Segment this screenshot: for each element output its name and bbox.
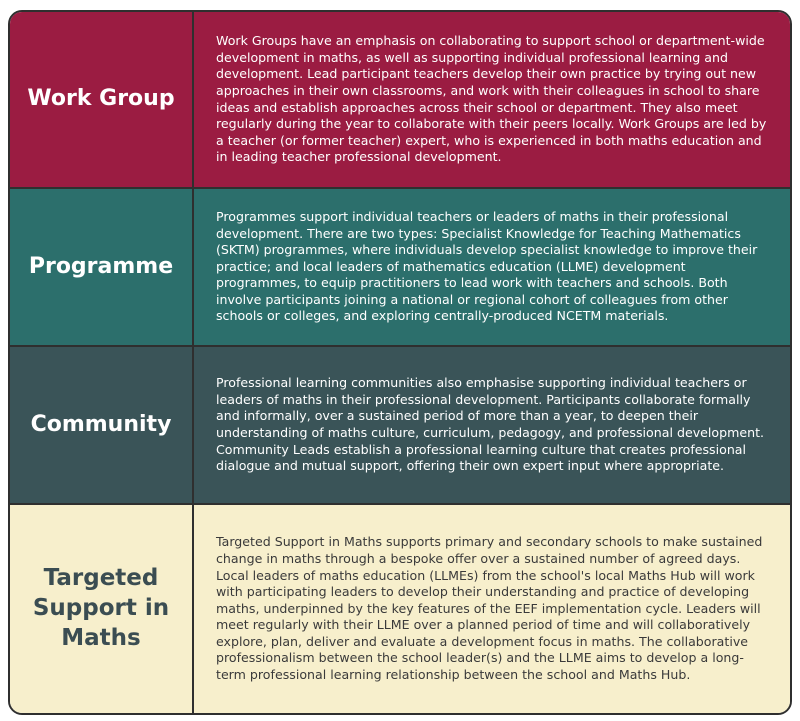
row-description: Work Groups have an emphasis on collaborating to support school or department-wide development in maths, as well as supporting individual professional learning and development. Lead participant teachers develop their own practice by trying out new approaches in their own classrooms, and work with their colleagues in school to share ideas and establish approaches across their school or department. They also meet regularly during the year to collaborate with their peers locally. Work Groups are led by a teacher (or former teacher) expert, who is experienced in both maths education and in leading teacher professional development. [216, 33, 767, 165]
pd-types-table [8, 10, 792, 715]
row-label: Targeted Support in Maths [10, 505, 194, 713]
row-label: Programme [10, 189, 194, 345]
row-description-cell [194, 347, 790, 503]
row-description: Targeted Support in Maths supports primary and secondary schools to make sustained change in maths through a bespoke offer over a sustained number of agreed days. Local leaders of maths education (LLMEs) from the school's local Maths Hub will work with participating leaders to develop their understanding and practice of developing maths, underpinned by the key features of the EEF implementation cycle. Leaders will meet regularly with their LLME over a planned period of time and will collaboratively explore, plan, deliver and evaluate a development focus in maths. The collaborative professionalism between the school leader(s) and the LLME aims to develop a long-term professional learning relationship between the school and Maths Hub. [216, 534, 763, 683]
row-description: Professional learning communities also emphasise supporting individual teachers or leaders of maths in their professional development. Participants collaborate formally and informally, over a sustained period of more than a year, to deepen their understanding of maths culture, curriculum, pedagogy, and professional development. Community Leads establish a professional learning culture that creates professional dialogue and mutual support, offering their own expert input where appropriate. [216, 375, 765, 474]
table-row-targeted-support [10, 505, 790, 713]
row-description-cell [194, 505, 790, 713]
row-label: Work Group [10, 12, 194, 187]
row-description: Programmes support individual teachers or leaders of maths in their professional development. There are two types: Specialist Knowledge for Teaching Mathematics (SKTM) programmes, where individuals develop specialist knowledge to improve their practice; and local leaders of mathematics education (LLME) development programmes, to equip practitioners to lead work with teachers and schools. Both involve participants joining a national or regional cohort of colleagues from other schools or colleges, and exploring centrally-produced NCETM materials. [216, 208, 758, 324]
row-description-cell [194, 189, 790, 345]
row-description-cell [194, 12, 790, 187]
row-label: Community [10, 347, 194, 503]
table-row-work-group [10, 12, 790, 189]
table-row-programme [10, 189, 790, 347]
table-row-community [10, 347, 790, 505]
